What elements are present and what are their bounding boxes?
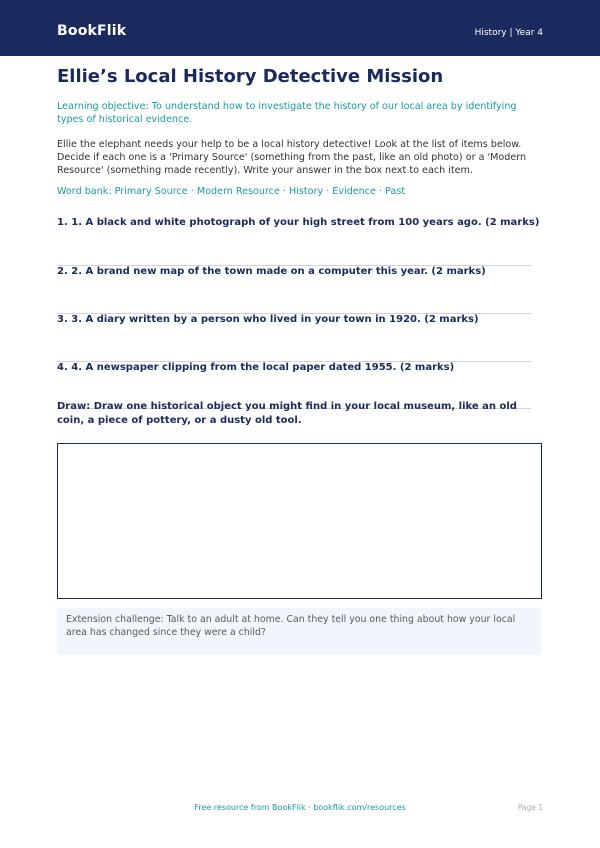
- worksheet-title: Ellie’s Local History Detective Mission: [57, 66, 444, 87]
- footer-credit[interactable]: Free resource from BookFlik · bookflik.com/resources: [194, 803, 406, 812]
- question-4: 4. 4. A newspaper clipping from the local paper dated 1955. (2 marks): [57, 362, 455, 373]
- question-3: 3. 3. A diary written by a person who lived in your town in 1920. (2 marks): [57, 314, 479, 325]
- question-1: 1. 1. A black and white photograph of your high street from 100 years ago. (2 marks): [57, 217, 540, 228]
- page-header: [0, 0, 600, 56]
- subject-year-label: History | Year 4: [474, 28, 543, 38]
- extension-challenge: Extension challenge: Talk to an adult at home. Can they tell you one thing about how your local area has changed since they were a child?: [57, 608, 542, 655]
- page-number: Page 1: [517, 803, 543, 812]
- word-bank: Word bank: Primary Source · Modern Resource · History · Evidence · Past: [57, 186, 406, 197]
- drawing-box[interactable]: [57, 443, 542, 599]
- brand-logo-text[interactable]: BookFlik: [57, 23, 127, 39]
- question-2: 2. 2. A brand new map of the town made on a computer this year. (2 marks): [57, 266, 486, 277]
- draw-prompt: Draw: Draw one historical object you might find in your local museum, like an old coin, a piece of pottery, or a dusty old tool.: [57, 401, 517, 426]
- instructions-text: Ellie the elephant needs your help to be a local history detective! Look at the list of items below. Decide if each one is a 'Primary Source' (something from the past, like an old photo) or a 'Modern Resource' (something made recently). Write your answer in the box next to each item.: [57, 139, 527, 176]
- learning-objective: Learning objective: To understand how to investigate the history of our local area by identifying types of historical evidence.: [57, 101, 517, 125]
